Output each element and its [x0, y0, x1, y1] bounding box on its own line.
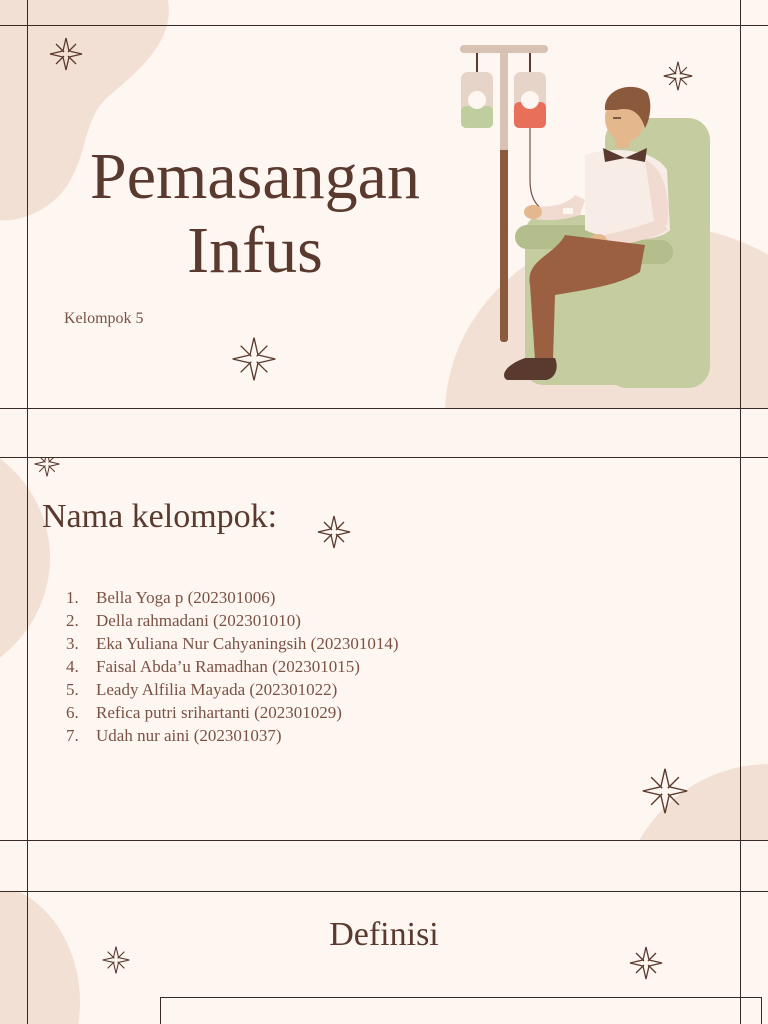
title-line-1: Pemasangan — [90, 140, 420, 213]
list-item: 2. Della rahmadani (202301010) — [66, 611, 301, 630]
presentation-title — [40, 140, 470, 288]
members-heading: Nama kelompok: — [42, 498, 278, 535]
definition-slide — [0, 892, 768, 1024]
sparkle-icon — [230, 335, 278, 383]
iv-patient-illustration — [455, 40, 725, 390]
sparkle-icon — [316, 514, 352, 550]
content-box — [160, 997, 762, 1024]
list-item: 7. Udah nur aini (202301037) — [66, 726, 282, 745]
sparkle-icon — [640, 766, 690, 816]
frame-line-top — [0, 25, 768, 26]
title-line-2: Infus — [187, 214, 323, 287]
sparkle-icon — [33, 458, 61, 478]
left-blob — [0, 892, 80, 1024]
list-item: 6. Refica putri srihartanti (202301029) — [66, 703, 342, 722]
frame-line-left — [27, 458, 28, 840]
slide-gap — [0, 840, 768, 892]
members-slide — [0, 458, 768, 840]
left-blob — [0, 458, 50, 688]
list-item: 4. Faisal Abda’u Ramadhan (202301015) — [66, 657, 360, 676]
sparkle-icon — [48, 36, 84, 72]
list-item: 1. Bella Yoga p (202301006) — [66, 588, 276, 607]
list-item: 5. Leady Alfilia Mayada (202301022) — [66, 680, 338, 699]
frame-line-left — [27, 892, 28, 1024]
frame-line-right — [740, 0, 741, 408]
definition-heading: Definisi — [329, 916, 439, 953]
frame-line-left — [27, 0, 28, 408]
list-item: 3. Eka Yuliana Nur Cahyaningsih (202301014) — [66, 634, 399, 653]
members-list — [62, 586, 398, 747]
slide-gap — [0, 408, 768, 458]
frame-line-right — [740, 458, 741, 840]
group-subtitle: Kelompok 5 — [64, 310, 144, 327]
title-slide — [0, 0, 768, 408]
